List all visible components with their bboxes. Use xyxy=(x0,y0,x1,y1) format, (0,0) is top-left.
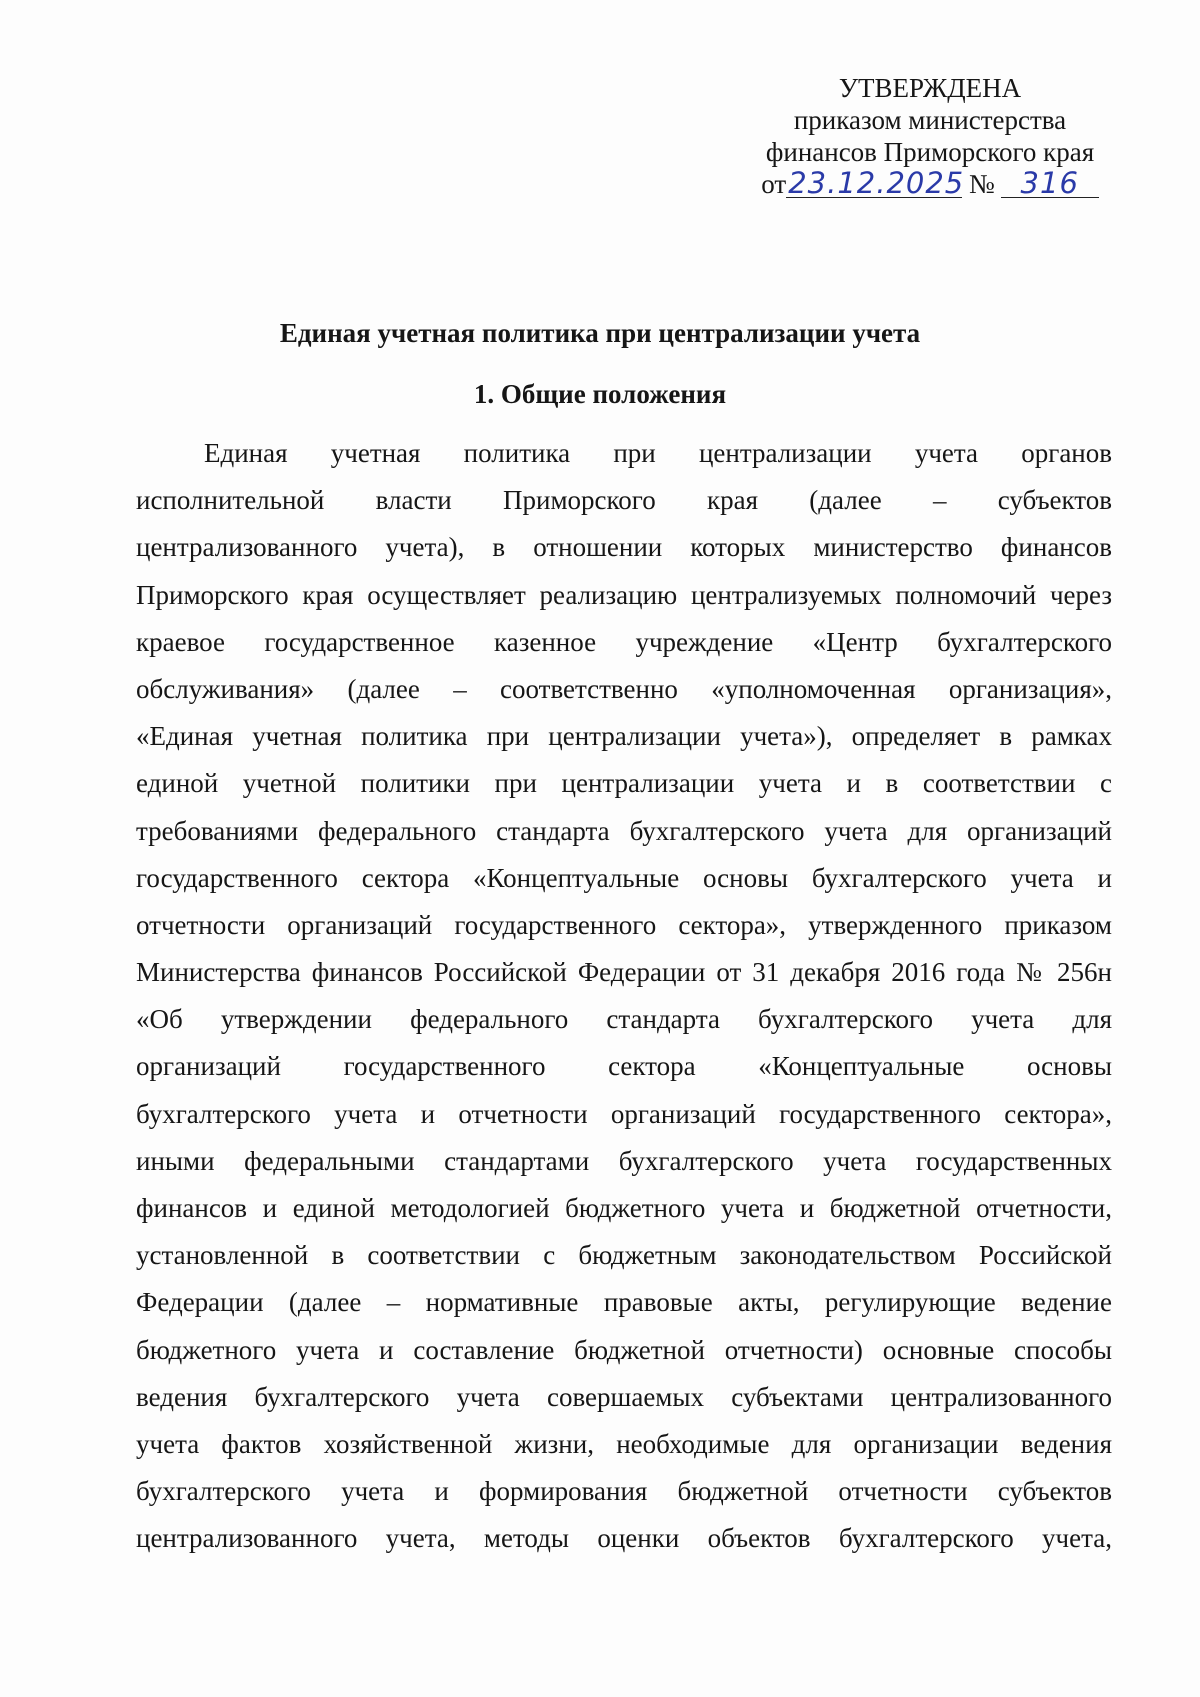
paragraph-line: ведения бухгалтерского учета совершаемых субъектами централизованного xyxy=(136,1381,1112,1412)
paragraph-line: краевое государственное казенное учреждение «Центр бухгалтерского xyxy=(136,626,1112,657)
paragraph-line: учета фактов хозяйственной жизни, необходимые для организации ведения xyxy=(136,1428,1112,1459)
paragraph-line: единой учетной политики при централизации учета и в соответствии с xyxy=(136,768,1112,799)
paragraph-line: бухгалтерского учета и формирования бюджетной отчетности субъектов xyxy=(136,1476,1112,1507)
approval-ministry-line: финансов Приморского края xyxy=(765,137,1095,167)
paragraph-line: бухгалтерского учета и отчетности организаций государственного сектора», xyxy=(136,1098,1112,1129)
paragraph-line: «Об утверждении федерального стандарта бухгалтерского учета для xyxy=(136,1004,1112,1035)
paragraph-line: исполнительной власти Приморского края (далее – субъектов xyxy=(136,485,1112,516)
number-prefix: № xyxy=(968,169,995,199)
paragraph-line: финансов и единой методологией бюджетного учета и бюджетной отчетности, xyxy=(136,1193,1112,1223)
paragraph-line: установленной в соответствии с бюджетным законодательством Российской xyxy=(136,1240,1112,1271)
paragraph-line: Федерации (далее – нормативные правовые акты, регулирующие ведение xyxy=(136,1287,1112,1318)
paragraph-line: государственного сектора «Концептуальные основы бухгалтерского учета и xyxy=(136,862,1112,893)
section-heading: 1. Общие положения xyxy=(473,379,727,409)
paragraph-line: «Единая учетная политика при централизации учета»), определяет в рамках xyxy=(136,721,1112,752)
approval-order-line: приказом министерства xyxy=(793,105,1067,135)
paragraph-line: бюджетного учета и составление бюджетной отчетности) основные способы xyxy=(136,1334,1112,1365)
date-prefix: от xyxy=(761,169,787,199)
handwritten-number: 316 xyxy=(1001,169,1099,198)
handwritten-date: 23.12.2025 xyxy=(788,166,965,200)
paragraph-line: Единая учетная политика при централизации учета органов xyxy=(204,438,1112,468)
approval-date-line xyxy=(750,168,1110,200)
paragraph-line: централизованного учета), в отношении которых министерство финансов xyxy=(136,532,1112,563)
body-paragraph xyxy=(136,430,1112,1563)
paragraph-line: централизованного учета, методы оценки объектов бухгалтерского учета, xyxy=(136,1523,1112,1554)
paragraph-line: организаций государственного сектора «Концептуальные основы xyxy=(136,1051,1112,1082)
document-title: Единая учетная политика при централизации учета xyxy=(279,318,921,348)
paragraph-line: отчетности организаций государственного сектора», утвержденного приказом xyxy=(136,909,1112,940)
paragraph-line: Приморского края осуществляет реализацию централизуемых полномочий через xyxy=(136,579,1112,610)
paragraph-line: обслуживания» (далее – соответственно «уполномоченная организация», xyxy=(136,673,1112,704)
paragraph-line: иными федеральными стандартами бухгалтерского учета государственных xyxy=(136,1145,1112,1176)
approval-heading: УТВЕРЖДЕНА xyxy=(838,73,1022,103)
paragraph-line: требованиями федерального стандарта бухгалтерского учета для организаций xyxy=(136,815,1112,846)
approval-stamp xyxy=(750,72,1110,200)
paragraph-line: Министерства финансов Российской Федерации от 31 декабря 2016 года № 256н xyxy=(136,957,1112,988)
